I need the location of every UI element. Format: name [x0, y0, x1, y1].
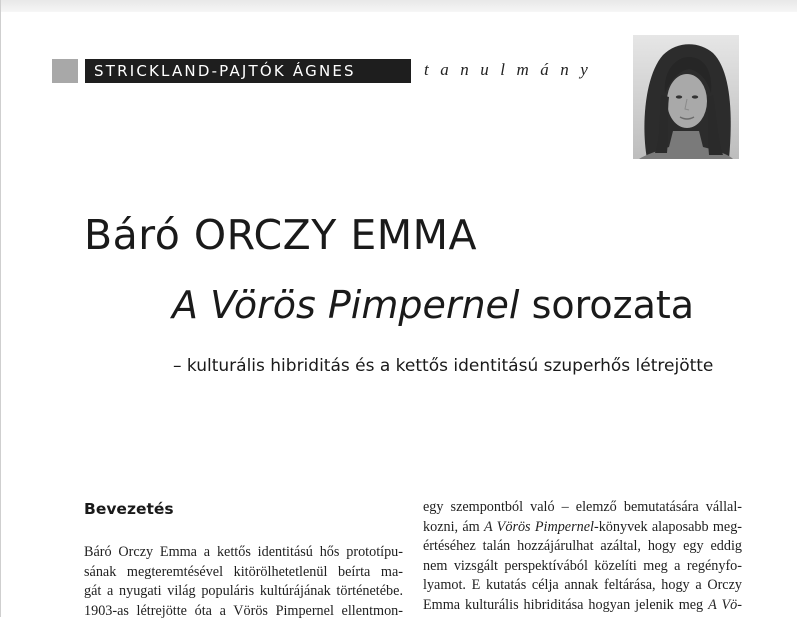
body-line: sának megteremtésével kitörölhetetlenül beírta ma-	[84, 563, 403, 583]
italic-title-run: A Vö-	[708, 597, 742, 613]
body-line: 1903-as létrejötte óta a Vörös Pimpernel ellentmon-	[84, 602, 403, 621]
header-marker	[52, 59, 78, 83]
genre-label: tanulmány	[424, 60, 599, 80]
author-portrait-photo	[633, 35, 739, 159]
title-work-name: A Vörös Pimpernel	[172, 283, 519, 327]
body-line	[423, 518, 742, 538]
author-name: STRICKLAND-PAJTÓK ÁGNES	[85, 59, 411, 83]
italic-title-run: A Vörös Pimpernel	[484, 519, 594, 535]
text-run: kozni, ám	[423, 519, 484, 535]
section-heading: Bevezetés	[84, 500, 174, 518]
text-run: -könyvek alaposabb meg-	[594, 519, 742, 535]
body-column-left	[84, 543, 403, 621]
author-portrait	[633, 35, 739, 159]
body-line: nem vizsgált perspektívából közelíti meg a regényfo-	[423, 557, 742, 577]
body-line: Báró Orczy Emma a kettős identitású hős prototípu-	[84, 543, 403, 563]
body-line: egy szempontból való – elemző bemutatására vállal-	[423, 498, 742, 518]
title-work-suffix: sorozata	[519, 283, 694, 327]
text-run: Emma kulturális hibriditása hogyan jelenik meg	[423, 597, 708, 613]
left-page-edge	[0, 0, 1, 617]
body-line: lyamot. E kutatás célja annak feltárása, hogy a Orczy	[423, 576, 742, 596]
body-column-right	[423, 498, 742, 615]
body-line: gát a nyugati világ populáris kultúrájának történetébe.	[84, 582, 403, 602]
article-title-line-2	[172, 286, 694, 324]
body-line	[423, 596, 742, 616]
body-line: értéséhez talán hozzájárulhat azáltal, hogy egy eddig	[423, 537, 742, 557]
article-title-line-1: Báró ORCZY EMMA	[84, 215, 477, 256]
top-page-edge	[0, 0, 797, 12]
article-subtitle: – kulturális hibriditás és a kettős identitású szuperhős létrejötte	[173, 356, 713, 376]
